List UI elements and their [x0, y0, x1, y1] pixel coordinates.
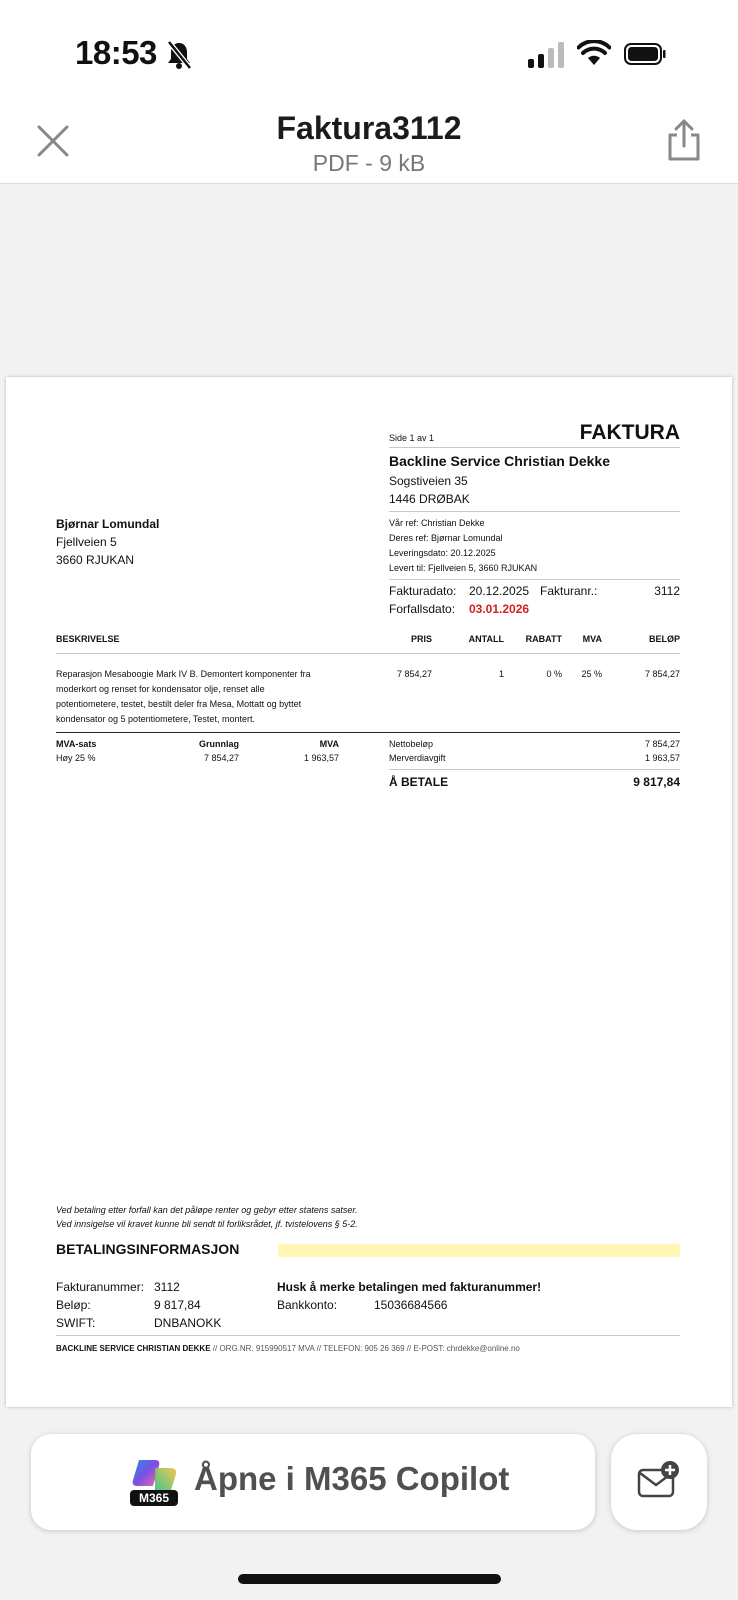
- payment-reminder: Husk å merke betalingen med fakturanummer!: [277, 1280, 542, 1294]
- payment-info-heading: BETALINGSINFORMASJON: [56, 1241, 240, 1257]
- invoice-number-label: Fakturanr.:: [540, 584, 598, 598]
- col-vat: MVA: [582, 634, 602, 644]
- footer-details: // ORG.NR. 915990517 MVA // TELEFON: 905 26 369 // E-POST: chrdekke@online.no: [210, 1344, 520, 1353]
- our-reference: Vår ref: Christian Dekke: [389, 518, 485, 528]
- net-amount: 7 854,27: [644, 739, 680, 749]
- line-description-2: moderkort og renset for kondensator olje, renset alle: [56, 684, 265, 694]
- vat-basis-header: Grunnlag: [199, 739, 239, 749]
- document-title: Faktura3112: [276, 110, 462, 146]
- col-discount: RABATT: [525, 634, 562, 644]
- invoice-number: 3112: [654, 584, 680, 598]
- bell-muted-icon: [166, 40, 192, 70]
- open-in-copilot-label: Åpne i M365 Copilot: [194, 1460, 510, 1497]
- divider: [389, 447, 680, 448]
- payment-amount: 9 817,84: [154, 1298, 201, 1312]
- m365-logo-text: M365: [138, 1491, 170, 1505]
- footer-company: BACKLINE SERVICE CHRISTIAN DEKKE: [56, 1344, 211, 1353]
- divider: [389, 579, 680, 580]
- buyer-city: 3660 RJUKAN: [56, 553, 135, 567]
- divider: [56, 1335, 680, 1336]
- vat-amount: 1 963,57: [303, 753, 339, 763]
- document-subtitle: PDF - 9 kB: [312, 150, 426, 176]
- open-in-copilot-button[interactable]: [31, 1434, 595, 1530]
- amount-due: 9 817,84: [633, 775, 680, 789]
- highlight-bar: [278, 1244, 680, 1257]
- cellular-signal-icon: [528, 42, 564, 68]
- vat-total-label: Merverdiavgift: [389, 753, 446, 763]
- line-quantity: 1: [498, 669, 504, 679]
- status-time: 18:53: [75, 34, 157, 71]
- bank-account-label: Bankkonto:: [277, 1298, 338, 1312]
- col-description: BESKRIVELSE: [56, 634, 120, 644]
- delivery-date: Leveringsdato: 20.12.2025: [389, 548, 496, 558]
- page-info: Side 1 av 1: [389, 433, 435, 443]
- battery-icon: [624, 43, 666, 65]
- divider: [389, 511, 680, 512]
- line-description-1: Reparasjon Mesaboogie Mark IV B. Demontert komponenter fra: [56, 669, 311, 679]
- net-amount-label: Nettobeløp: [389, 739, 434, 749]
- vat-basis: 7 854,27: [203, 753, 239, 763]
- col-amount: BELØP: [648, 634, 680, 644]
- late-payment-note: Ved betaling etter forfall kan det påløpe renter og gebyr etter statens satser.: [56, 1205, 358, 1215]
- vat-rate: Høy 25 %: [56, 753, 96, 763]
- dispute-note: Ved innsigelse vil kravet kunne bli sendt til forliksrådet, jf. tvistelovens § 5-2.: [56, 1219, 358, 1229]
- invoice-title: FAKTURA: [579, 421, 680, 444]
- swift-code: DNBANOKK: [154, 1316, 222, 1330]
- seller-street: Sogstiveien 35: [389, 474, 468, 488]
- bank-account: 15036684566: [374, 1298, 448, 1312]
- vat-rate-header: MVA-sats: [56, 739, 97, 749]
- vat-total: 1 963,57: [644, 753, 680, 763]
- wifi-icon: [577, 40, 611, 66]
- share-icon[interactable]: [664, 118, 704, 162]
- status-bar: [0, 0, 738, 100]
- document-header: [0, 100, 738, 184]
- delivered-to: Levert til: Fjellveien 5, 3660 RJUKAN: [389, 563, 538, 573]
- add-mail-button[interactable]: [611, 1434, 707, 1530]
- line-price: 7 854,27: [396, 669, 432, 679]
- line-discount: 0 %: [546, 669, 562, 679]
- buyer-name: Bjørnar Lomundal: [56, 517, 160, 531]
- swift-label: SWIFT:: [56, 1316, 96, 1330]
- line-amount: 7 854,27: [644, 669, 680, 679]
- buyer-street: Fjellveien 5: [56, 535, 117, 549]
- amount-due-label: Å BETALE: [389, 775, 449, 789]
- payment-invoice-number: 3112: [154, 1280, 180, 1294]
- due-date: 03.01.2026: [469, 602, 530, 616]
- due-date-label: Forfallsdato:: [389, 602, 456, 616]
- divider: [56, 653, 680, 654]
- divider: [389, 769, 680, 770]
- home-indicator: [238, 1574, 501, 1584]
- footer: [56, 1344, 520, 1353]
- col-quantity: ANTALL: [468, 634, 504, 644]
- your-reference: Deres ref: Bjørnar Lomundal: [389, 533, 503, 543]
- add-mail-icon: [637, 1460, 681, 1500]
- invoice-date: 20.12.2025: [469, 584, 530, 598]
- line-vat: 25 %: [581, 669, 602, 679]
- divider: [56, 732, 680, 733]
- col-price: PRIS: [410, 634, 432, 644]
- seller-city: 1446 DRØBAK: [389, 492, 470, 506]
- line-description-3: potentiometere, testet, bestilt deler fra Mesa, Mottatt og byttet: [56, 699, 302, 709]
- line-description-4: kondensator og 5 potentiometere, Testet, montert.: [56, 714, 255, 724]
- seller-name: Backline Service Christian Dekke: [389, 453, 611, 469]
- invoice-date-label: Fakturadato:: [389, 584, 457, 598]
- vat-amount-header: MVA: [319, 739, 339, 749]
- payment-invoice-number-label: Fakturanummer:: [56, 1280, 145, 1294]
- m365-copilot-logo-icon: [129, 1456, 181, 1508]
- payment-amount-label: Beløp:: [56, 1298, 91, 1312]
- pdf-page[interactable]: [6, 377, 732, 1407]
